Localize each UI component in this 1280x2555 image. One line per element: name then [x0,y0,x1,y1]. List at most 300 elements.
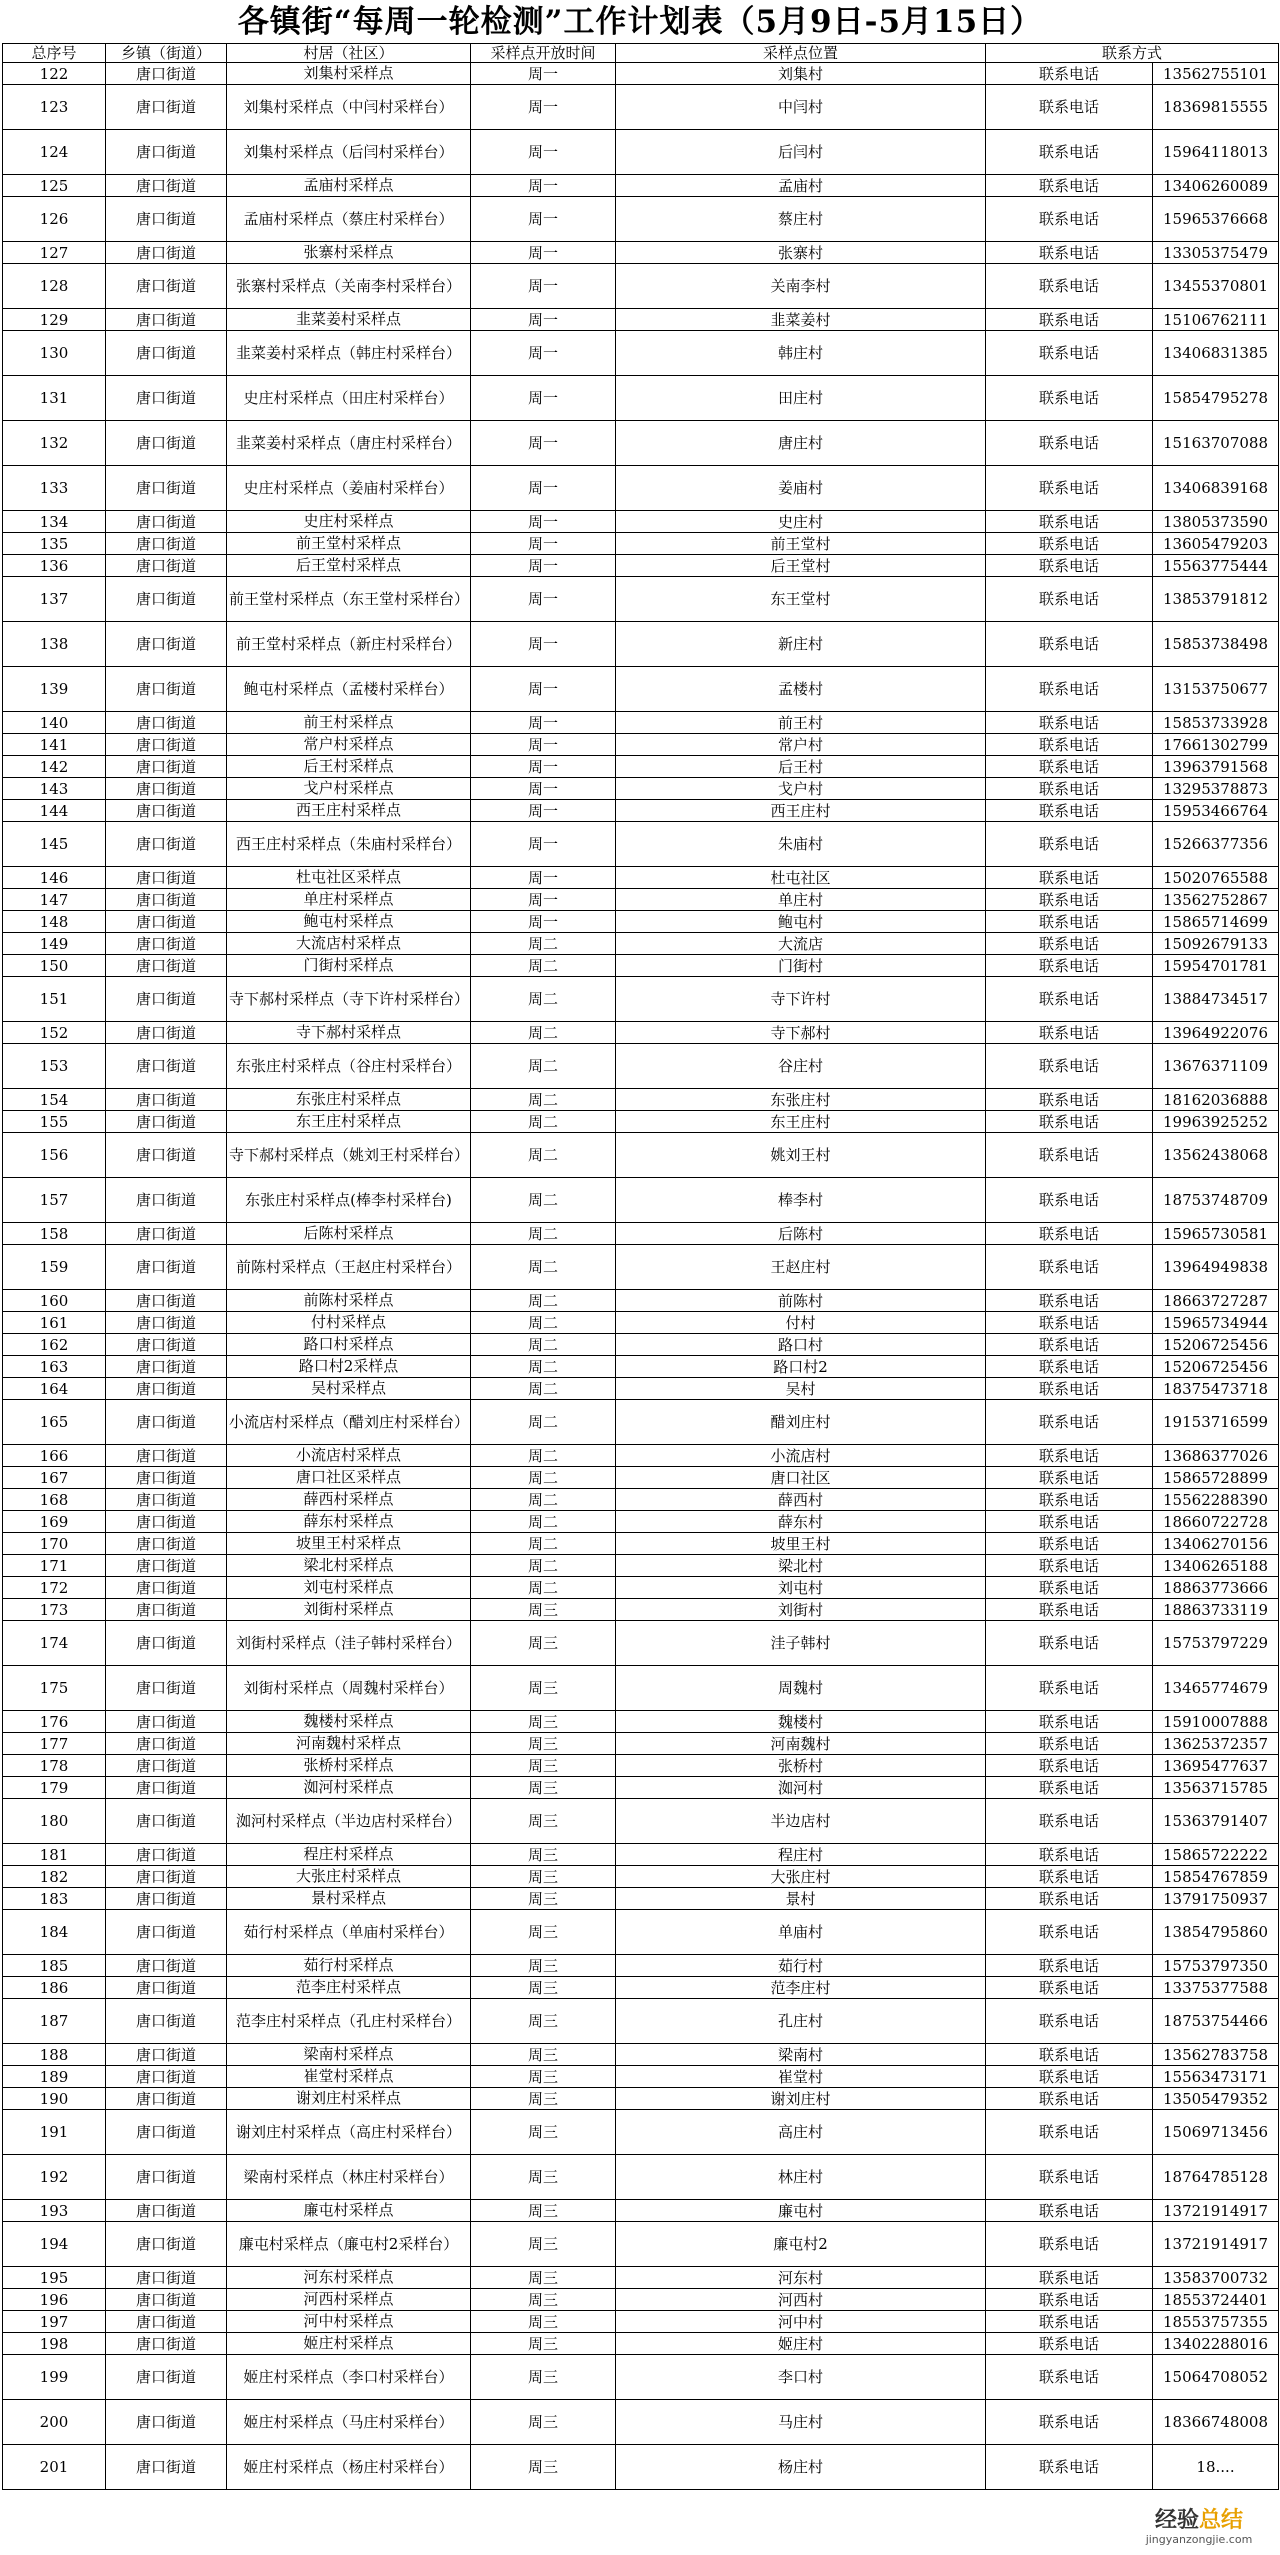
village-cell: 姬庄村采样点（杨庄村采样台） [227,2445,471,2490]
town-cell: 唐口街道 [106,667,227,712]
table-row [3,1133,1279,1178]
serial-cell: 200 [3,2400,106,2445]
phone-cell: 13721914917 [1153,2222,1279,2267]
town-cell: 唐口街道 [106,955,227,977]
contact-label-cell: 联系电话 [986,1245,1153,1290]
contact-label-cell: 联系电话 [986,1844,1153,1866]
village-cell: 韭菜姜村采样点（唐庄村采样台） [227,421,471,466]
table-row [3,1666,1279,1711]
contact-label-cell: 联系电话 [986,1733,1153,1755]
location-cell: 韩庄村 [616,331,986,376]
location-cell: 姚刘王村 [616,1133,986,1178]
town-cell: 唐口街道 [106,778,227,800]
serial-cell: 173 [3,1599,106,1621]
village-cell: 刘集村采样点（中闫村采样台） [227,85,471,130]
serial-cell: 159 [3,1245,106,1290]
open-time-cell: 周一 [471,264,616,309]
contact-label-cell: 联系电话 [986,822,1153,867]
open-time-cell: 周三 [471,2445,616,2490]
contact-label-cell: 联系电话 [986,1223,1153,1245]
phone-cell: 13964922076 [1153,1022,1279,1044]
table-row [3,1711,1279,1733]
location-cell: 寺下郝村 [616,1022,986,1044]
table-row [3,2044,1279,2066]
phone-cell: 13406270156 [1153,1533,1279,1555]
village-cell: 坡里王村采样点 [227,1533,471,1555]
header-village: 村居（社区） [227,44,471,63]
location-cell: 景村 [616,1888,986,1910]
open-time-cell: 周一 [471,911,616,933]
village-cell: 后王村采样点 [227,756,471,778]
contact-label-cell: 联系电话 [986,376,1153,421]
table-row [3,2445,1279,2490]
town-cell: 唐口街道 [106,1467,227,1489]
table-row [3,63,1279,85]
town-cell: 唐口街道 [106,1445,227,1467]
table-row [3,2200,1279,2222]
phone-cell: 15163707088 [1153,421,1279,466]
town-cell: 唐口街道 [106,1599,227,1621]
serial-cell: 164 [3,1378,106,1400]
phone-cell: 15753797350 [1153,1955,1279,1977]
table-row [3,2400,1279,2445]
phone-cell: 13406265188 [1153,1555,1279,1577]
phone-cell: 15563473171 [1153,2066,1279,2088]
location-cell: 河南魏村 [616,1733,986,1755]
contact-label-cell: 联系电话 [986,1290,1153,1312]
location-cell: 孟楼村 [616,667,986,712]
location-cell: 后陈村 [616,1223,986,1245]
table-row [3,1733,1279,1755]
contact-label-cell: 联系电话 [986,1400,1153,1445]
location-cell: 吴村 [616,1378,986,1400]
contact-label-cell: 联系电话 [986,2289,1153,2311]
town-cell: 唐口街道 [106,1223,227,1245]
town-cell: 唐口街道 [106,533,227,555]
town-cell: 唐口街道 [106,331,227,376]
serial-cell: 183 [3,1888,106,1910]
phone-cell: 15854795278 [1153,376,1279,421]
phone-cell: 18663727287 [1153,1290,1279,1312]
phone-cell: 18375473718 [1153,1378,1279,1400]
phone-cell: 13505479352 [1153,2088,1279,2110]
location-cell: 河东村 [616,2267,986,2289]
town-cell: 唐口街道 [106,1400,227,1445]
open-time-cell: 周二 [471,1223,616,1245]
open-time-cell: 周二 [471,1533,616,1555]
location-cell: 李口村 [616,2355,986,2400]
serial-cell: 194 [3,2222,106,2267]
table-row [3,1223,1279,1245]
contact-label-cell: 联系电话 [986,1378,1153,1400]
town-cell: 唐口街道 [106,1022,227,1044]
town-cell: 唐口街道 [106,1711,227,1733]
serial-cell: 175 [3,1666,106,1711]
town-cell: 唐口街道 [106,867,227,889]
location-cell: 杜屯社区 [616,867,986,889]
contact-label-cell: 联系电话 [986,2355,1153,2400]
village-cell: 河中村采样点 [227,2311,471,2333]
table-row [3,712,1279,734]
village-cell: 廉屯村采样点（廉屯村2采样台） [227,2222,471,2267]
table-row [3,667,1279,712]
serial-cell: 180 [3,1799,106,1844]
serial-cell: 160 [3,1290,106,1312]
open-time-cell: 周三 [471,2311,616,2333]
village-cell: 杜屯社区采样点 [227,867,471,889]
contact-label-cell: 联系电话 [986,2066,1153,2088]
contact-label-cell: 联系电话 [986,734,1153,756]
serial-cell: 135 [3,533,106,555]
village-cell: 张桥村采样点 [227,1755,471,1777]
phone-cell: 13721914917 [1153,2200,1279,2222]
location-cell: 醋刘庄村 [616,1400,986,1445]
phone-cell: 13562438068 [1153,1133,1279,1178]
open-time-cell: 周二 [471,1245,616,1290]
village-cell: 姬庄村采样点（李口村采样台） [227,2355,471,2400]
phone-cell: 13583700732 [1153,2267,1279,2289]
serial-cell: 177 [3,1733,106,1755]
village-cell: 刘街村采样点（洼子韩村采样台） [227,1621,471,1666]
phone-cell: 18553757355 [1153,2311,1279,2333]
open-time-cell: 周三 [471,2200,616,2222]
town-cell: 唐口街道 [106,242,227,264]
location-cell: 范李庄村 [616,1977,986,1999]
town-cell: 唐口街道 [106,1044,227,1089]
contact-label-cell: 联系电话 [986,1312,1153,1334]
town-cell: 唐口街道 [106,2044,227,2066]
location-cell: 唐庄村 [616,421,986,466]
phone-cell: 13562783758 [1153,2044,1279,2066]
phone-cell: 13455370801 [1153,264,1279,309]
table-row [3,130,1279,175]
open-time-cell: 周二 [471,1378,616,1400]
location-cell: 单庙村 [616,1910,986,1955]
town-cell: 唐口街道 [106,2088,227,2110]
serial-cell: 155 [3,1111,106,1133]
open-time-cell: 周一 [471,197,616,242]
contact-label-cell: 联系电话 [986,2200,1153,2222]
village-cell: 小流店村采样点（醋刘庄村采样台） [227,1400,471,1445]
phone-cell: 13406839168 [1153,466,1279,511]
open-time-cell: 周一 [471,822,616,867]
open-time-cell: 周一 [471,800,616,822]
village-cell: 孟庙村采样点（蔡庄村采样台） [227,197,471,242]
village-cell: 河西村采样点 [227,2289,471,2311]
contact-label-cell: 联系电话 [986,511,1153,533]
serial-cell: 138 [3,622,106,667]
village-cell: 寺下郝村采样点（寺下许村采样台） [227,977,471,1022]
serial-cell: 128 [3,264,106,309]
serial-cell: 167 [3,1467,106,1489]
contact-label-cell: 联系电话 [986,2267,1153,2289]
serial-cell: 148 [3,911,106,933]
location-cell: 谢刘庄村 [616,2088,986,2110]
phone-cell: 18553724401 [1153,2289,1279,2311]
location-cell: 孟庙村 [616,175,986,197]
contact-label-cell: 联系电话 [986,756,1153,778]
village-cell: 付村采样点 [227,1312,471,1334]
open-time-cell: 周三 [471,1711,616,1733]
village-cell: 刘街村采样点（周魏村采样台） [227,1666,471,1711]
town-cell: 唐口街道 [106,376,227,421]
phone-cell: 13605479203 [1153,533,1279,555]
village-cell: 茹行村采样点 [227,1955,471,1977]
open-time-cell: 周二 [471,1312,616,1334]
contact-label-cell: 联系电话 [986,1711,1153,1733]
contact-label-cell: 联系电话 [986,2222,1153,2267]
table-row [3,822,1279,867]
town-cell: 唐口街道 [106,1733,227,1755]
location-cell: 付村 [616,1312,986,1334]
watermark-url: jingyanzongjie.com [1145,2533,1253,2546]
table-row [3,242,1279,264]
village-cell: 路口村2采样点 [227,1356,471,1378]
open-time-cell: 周三 [471,1866,616,1888]
location-cell: 东张庄村 [616,1089,986,1111]
contact-label-cell: 联系电话 [986,2044,1153,2066]
serial-cell: 181 [3,1844,106,1866]
phone-cell: 15266377356 [1153,822,1279,867]
serial-cell: 131 [3,376,106,421]
contact-label-cell: 联系电话 [986,2155,1153,2200]
open-time-cell: 周一 [471,85,616,130]
contact-label-cell: 联系电话 [986,175,1153,197]
open-time-cell: 周二 [471,1044,616,1089]
serial-cell: 162 [3,1334,106,1356]
town-cell: 唐口街道 [106,2066,227,2088]
open-time-cell: 周三 [471,1599,616,1621]
serial-cell: 182 [3,1866,106,1888]
contact-label-cell: 联系电话 [986,130,1153,175]
location-cell: 谷庄村 [616,1044,986,1089]
phone-cell: 15964118013 [1153,130,1279,175]
open-time-cell: 周三 [471,1733,616,1755]
open-time-cell: 周一 [471,376,616,421]
phone-cell: 15853733928 [1153,712,1279,734]
phone-cell: 13465774679 [1153,1666,1279,1711]
table-row [3,1400,1279,1445]
serial-cell: 123 [3,85,106,130]
open-time-cell: 周二 [471,955,616,977]
open-time-cell: 周三 [471,1799,616,1844]
village-cell: 前王堂村采样点（东王堂村采样台） [227,577,471,622]
open-time-cell: 周三 [471,2066,616,2088]
phone-cell: 15954701781 [1153,955,1279,977]
town-cell: 唐口街道 [106,933,227,955]
table-row [3,1577,1279,1599]
town-cell: 唐口街道 [106,911,227,933]
table-row [3,1378,1279,1400]
table-row [3,2155,1279,2200]
town-cell: 唐口街道 [106,800,227,822]
phone-cell: 15865728899 [1153,1467,1279,1489]
phone-cell: 13406260089 [1153,175,1279,197]
serial-cell: 139 [3,667,106,712]
serial-cell: 170 [3,1533,106,1555]
town-cell: 唐口街道 [106,756,227,778]
table-row [3,2355,1279,2400]
phone-cell: 15910007888 [1153,1711,1279,1733]
phone-cell: 17661302799 [1153,734,1279,756]
phone-cell: 13305375479 [1153,242,1279,264]
open-time-cell: 周二 [471,1467,616,1489]
village-cell: 大流店村采样点 [227,933,471,955]
open-time-cell: 周一 [471,242,616,264]
location-cell: 中闫村 [616,85,986,130]
village-cell: 史庄村采样点 [227,511,471,533]
location-cell: 魏楼村 [616,1711,986,1733]
open-time-cell: 周二 [471,1356,616,1378]
contact-label-cell: 联系电话 [986,2311,1153,2333]
table-row [3,466,1279,511]
village-cell: 路口村采样点 [227,1334,471,1356]
open-time-cell: 周一 [471,667,616,712]
contact-label-cell: 联系电话 [986,1666,1153,1711]
town-cell: 唐口街道 [106,2200,227,2222]
table-row [3,1356,1279,1378]
open-time-cell: 周三 [471,1621,616,1666]
serial-cell: 126 [3,197,106,242]
watermark [1124,2509,1274,2551]
watermark-logo-b: 总结 [1199,2508,1244,2533]
contact-label-cell: 联系电话 [986,264,1153,309]
phone-cell: 13295378873 [1153,778,1279,800]
location-cell: 寺下许村 [616,977,986,1022]
town-cell: 唐口街道 [106,175,227,197]
village-cell: 景村采样点 [227,1888,471,1910]
location-cell: 周魏村 [616,1666,986,1711]
town-cell: 唐口街道 [106,1511,227,1533]
open-time-cell: 周三 [471,1755,616,1777]
location-cell: 前王村 [616,712,986,734]
town-cell: 唐口街道 [106,822,227,867]
contact-label-cell: 联系电话 [986,63,1153,85]
phone-cell: 13686377026 [1153,1445,1279,1467]
open-time-cell: 周二 [471,933,616,955]
town-cell: 唐口街道 [106,577,227,622]
contact-label-cell: 联系电话 [986,331,1153,376]
town-cell: 唐口街道 [106,2333,227,2355]
phone-cell: 13563715785 [1153,1777,1279,1799]
village-cell: 戈户村采样点 [227,778,471,800]
village-cell: 梁南村采样点 [227,2044,471,2066]
town-cell: 唐口街道 [106,2400,227,2445]
phone-cell: 18753754466 [1153,1999,1279,2044]
serial-cell: 136 [3,555,106,577]
contact-label-cell: 联系电话 [986,1599,1153,1621]
serial-cell: 151 [3,977,106,1022]
serial-cell: 184 [3,1910,106,1955]
town-cell: 唐口街道 [106,977,227,1022]
table-row [3,2333,1279,2355]
contact-label-cell: 联系电话 [986,1866,1153,1888]
open-time-cell: 周一 [471,63,616,85]
serial-cell: 188 [3,2044,106,2066]
village-cell: 刘集村采样点（后闫村采样台） [227,130,471,175]
town-cell: 唐口街道 [106,1312,227,1334]
serial-cell: 134 [3,511,106,533]
location-cell: 洼子韩村 [616,1621,986,1666]
town-cell: 唐口街道 [106,2110,227,2155]
phone-cell: 13853791812 [1153,577,1279,622]
location-cell: 西王庄村 [616,800,986,822]
contact-label-cell: 联系电话 [986,1022,1153,1044]
table-body [3,63,1279,2490]
town-cell: 唐口街道 [106,712,227,734]
village-cell: 东张庄村采样点(棒李村采样台) [227,1178,471,1223]
table-row [3,2066,1279,2088]
table-row [3,734,1279,756]
location-cell: 田庄村 [616,376,986,421]
table-row [3,264,1279,309]
table-row [3,955,1279,977]
table-row [3,1511,1279,1533]
village-cell: 范李庄村采样点 [227,1977,471,1999]
phone-cell: 18.... [1153,2445,1279,2490]
table-row [3,1555,1279,1577]
table-row [3,800,1279,822]
serial-cell: 122 [3,63,106,85]
serial-cell: 195 [3,2267,106,2289]
phone-cell: 15206725456 [1153,1334,1279,1356]
table-row [3,756,1279,778]
watermark-logo-a: 经验 [1154,2508,1199,2533]
phone-cell: 15020765588 [1153,867,1279,889]
phone-cell: 15953466764 [1153,800,1279,822]
serial-cell: 186 [3,1977,106,1999]
serial-cell: 129 [3,309,106,331]
contact-label-cell: 联系电话 [986,1511,1153,1533]
contact-label-cell: 联系电话 [986,309,1153,331]
location-cell: 刘屯村 [616,1577,986,1599]
town-cell: 唐口街道 [106,1290,227,1312]
location-cell: 薛西村 [616,1489,986,1511]
open-time-cell: 周三 [471,2400,616,2445]
open-time-cell: 周二 [471,1290,616,1312]
table-row [3,1111,1279,1133]
phone-cell: 18863733119 [1153,1599,1279,1621]
table-row [3,421,1279,466]
phone-cell: 13375377588 [1153,1977,1279,1999]
serial-cell: 130 [3,331,106,376]
serial-cell: 142 [3,756,106,778]
village-cell: 茹行村采样点（单庙村采样台） [227,1910,471,1955]
location-cell: 大流店 [616,933,986,955]
location-cell: 王赵庄村 [616,1245,986,1290]
serial-cell: 191 [3,2110,106,2155]
serial-cell: 174 [3,1621,106,1666]
phone-cell: 18753748709 [1153,1178,1279,1223]
serial-cell: 147 [3,889,106,911]
village-cell: 范李庄村采样点（孔庄村采样台） [227,1999,471,2044]
village-cell: 梁北村采样点 [227,1555,471,1577]
phone-cell: 19153716599 [1153,1400,1279,1445]
serial-cell: 161 [3,1312,106,1334]
town-cell: 唐口街道 [106,1334,227,1356]
phone-cell: 13854795860 [1153,1910,1279,1955]
contact-label-cell: 联系电话 [986,1089,1153,1111]
table-row [3,197,1279,242]
village-cell: 后王堂村采样点 [227,555,471,577]
location-cell: 门街村 [616,955,986,977]
table-row [3,1245,1279,1290]
phone-cell: 15965376668 [1153,197,1279,242]
serial-cell: 166 [3,1445,106,1467]
table-row [3,1178,1279,1223]
serial-cell: 199 [3,2355,106,2400]
table-row [3,911,1279,933]
